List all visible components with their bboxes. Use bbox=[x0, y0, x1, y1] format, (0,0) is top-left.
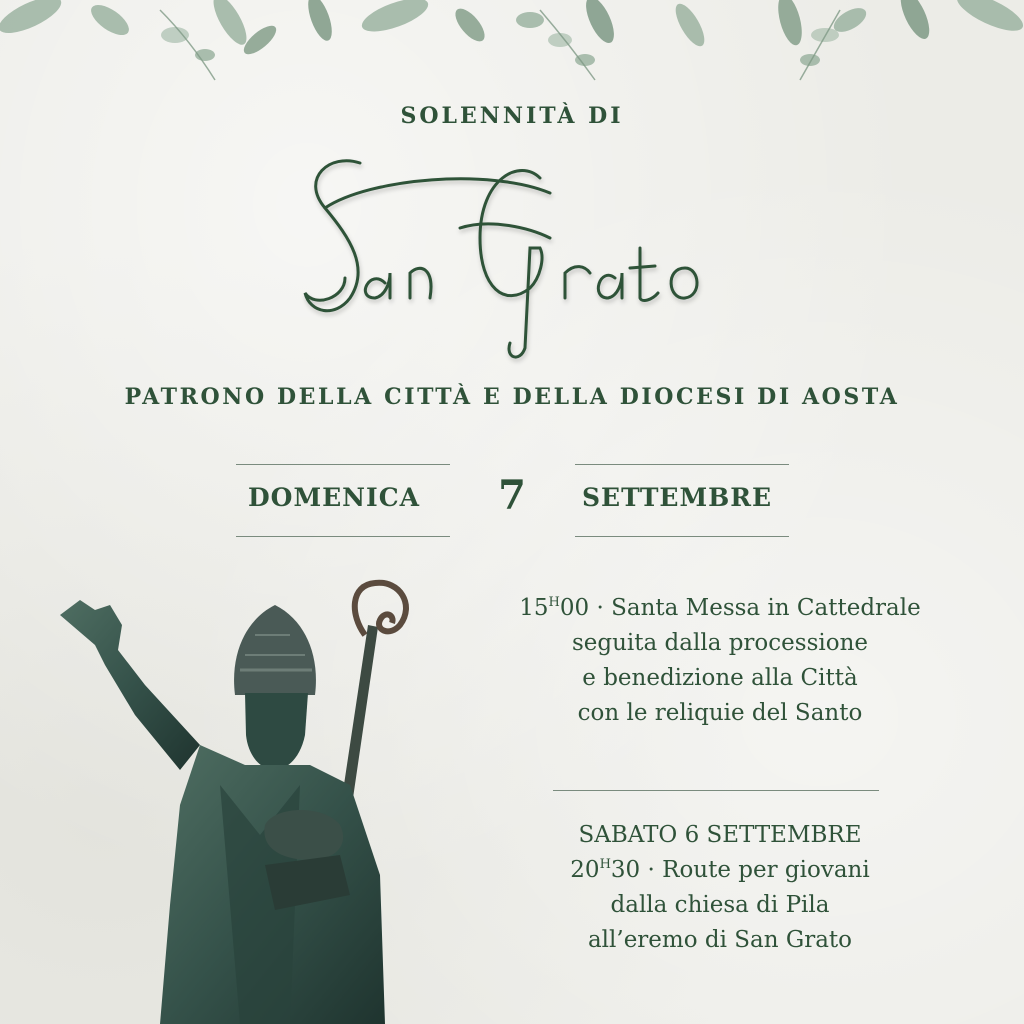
san-grato-script-lettering bbox=[290, 148, 730, 368]
script-title bbox=[290, 148, 730, 368]
second-event-date: SABATO 6 SETTEMBRE bbox=[578, 822, 862, 848]
subtitle-solennita: SOLENNITÀ DI bbox=[400, 103, 624, 129]
main-event-hours: 15 bbox=[519, 595, 549, 621]
divider bbox=[553, 790, 879, 791]
statue-san-grato-image bbox=[50, 575, 430, 1024]
date-day: 7 bbox=[498, 472, 526, 519]
second-event-title-text: · Route per giovani bbox=[640, 857, 870, 883]
second-event-line: dalla chiesa di Pila bbox=[610, 892, 830, 918]
date-month: SETTEMBRE bbox=[582, 483, 773, 512]
second-event-minutes: 30 bbox=[610, 857, 641, 883]
main-event-minutes: 00 bbox=[559, 595, 590, 621]
second-event-time-sep: H bbox=[599, 857, 611, 872]
second-event-title bbox=[440, 853, 1000, 888]
main-event-time-sep: H bbox=[548, 595, 560, 610]
main-event-title-text: · Santa Messa in Cattedrale bbox=[589, 595, 921, 621]
main-event-line: seguita dalla processione bbox=[571, 630, 869, 656]
divider bbox=[236, 464, 450, 465]
second-event-hours: 20 bbox=[570, 857, 600, 883]
second-event-line: all’eremo di San Grato bbox=[587, 927, 853, 953]
date-weekday: DOMENICA bbox=[248, 483, 421, 512]
main-event-line: e benedizione alla Città bbox=[582, 665, 858, 691]
second-event bbox=[440, 818, 1000, 958]
eucalyptus-leaves-border bbox=[0, 0, 1024, 95]
main-event-line: con le reliquie del Santo bbox=[577, 700, 863, 726]
divider bbox=[575, 536, 789, 537]
divider bbox=[236, 536, 450, 537]
patron-line: PATRONO DELLA CITTÀ E DELLA DIOCESI DI AOSTA bbox=[124, 384, 900, 410]
divider bbox=[575, 464, 789, 465]
main-event bbox=[440, 591, 1000, 731]
main-event-title bbox=[440, 591, 1000, 626]
